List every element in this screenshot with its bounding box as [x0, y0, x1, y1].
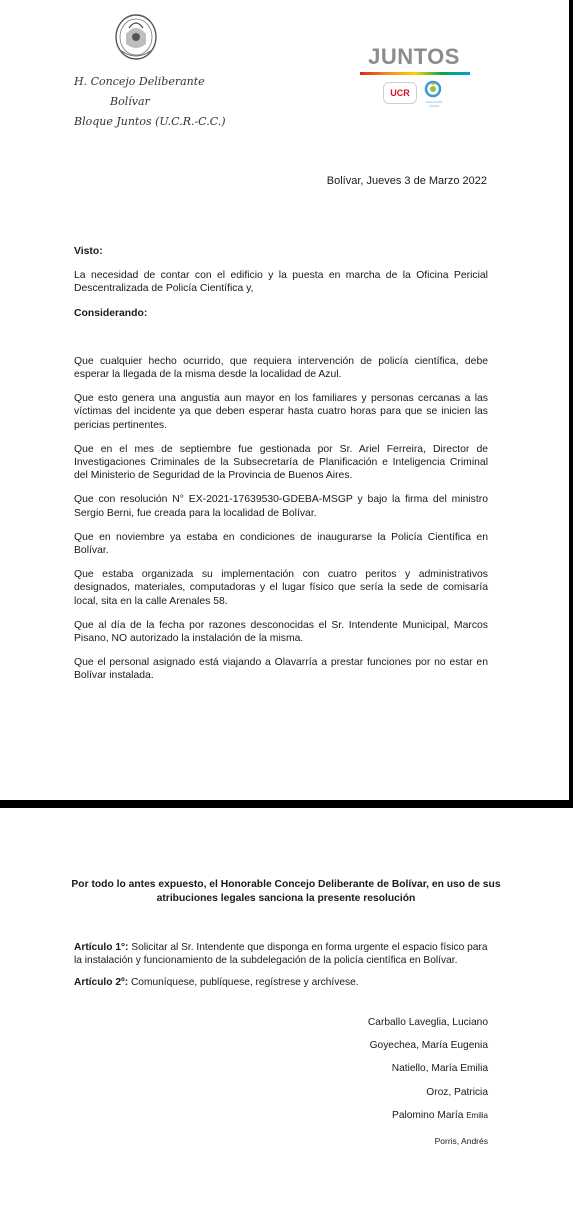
considerando-paragraph: Que al día de la fecha por razones desconocidas el Sr. Intendente Municipal, Marcos Pisano, NO autorizado la instalación de la misma. — [74, 619, 488, 645]
signatory: Porris, Andrés — [434, 1136, 488, 1146]
logo-color-bar — [360, 72, 470, 75]
visto-heading: Visto: — [74, 246, 103, 257]
coalicion-civica-icon — [424, 80, 442, 98]
signatory-name-suffix: Emilia — [466, 1111, 488, 1120]
council-line-3: Bloque Juntos (U.C.R.-C.C.) — [74, 115, 226, 128]
considerando-paragraph: Que estaba organizada su implementación con cuatro peritos y administrativos designados, materiales, computadoras y el lugar físico que sería la sede de comisaría local, sita en la calle Arenales 58. — [74, 569, 488, 607]
considerando-paragraph: Que cualquier hecho ocurrido, que requiera intervención de policía científica, debe esperar la llegada de la misma desde la localidad de Azul. — [74, 355, 488, 381]
signatory: Carballo Laveglia, Luciano — [367, 1017, 488, 1028]
signatory: Natiello, María Emilia — [391, 1063, 488, 1074]
article-2-text: Comuníquese, publíquese, regístrese y archívese. — [128, 977, 359, 989]
signatory — [392, 1110, 488, 1121]
article-2-label: Artículo 2º: — [74, 977, 129, 989]
resolution-preamble: Por todo lo antes expuesto, el Honorable Concejo Deliberante de Bolívar, en uso de sus atribuciones legales sanciona la presente resolución — [71, 879, 501, 904]
council-seal-icon — [112, 12, 160, 62]
resolution-articles — [74, 942, 488, 990]
considerando-paragraph: Que esto genera una angustia aun mayor en los familiares y personas cercanas a las víctimas del incidente ya que deben esperar hasta cuatro horas para que se inicien las pericias pertinentes. — [74, 393, 488, 431]
article-2 — [74, 977, 488, 990]
article-1 — [74, 942, 488, 967]
logo-wordmark: JUNTOS — [368, 44, 460, 69]
ucr-logo-text: UCR — [390, 88, 410, 98]
signatory: Oroz, Patricia — [426, 1087, 488, 1098]
council-line-2: Bolívar — [110, 95, 150, 108]
coalicion-civica-label: COALICIÓN CÍVICA — [425, 100, 443, 108]
signatory-name: Palomino María — [392, 1110, 464, 1121]
document-body — [74, 245, 488, 683]
juntos-logo — [358, 44, 472, 110]
signatory: Goyechea, María Eugenia — [369, 1040, 488, 1051]
document-date: Bolívar, Jueves 3 de Marzo 2022 — [326, 175, 487, 187]
considerando-heading: Considerando: — [74, 307, 148, 319]
council-name — [74, 72, 226, 132]
article-1-label: Artículo 1°: — [74, 942, 129, 953]
considerando-paragraph: Que el personal asignado está viajando a Olavarría a prestar funciones por no estar en Bolívar instalada. — [74, 657, 488, 682]
article-1-text: Solicitar al Sr. Intendente que disponga en forma urgente el espacio físico para la instalación y funcionamiento de la subdelegación de la policía científica en Bolívar. — [74, 942, 488, 966]
considerando-paragraph: Que en el mes de septiembre fue gestionada por Sr. Ariel Ferreira, Director de Investigaciones Criminales de la Subsecretaría de Planificación e Inteligencia Criminal del Ministerio de Seguridad de la Provincia de Buenos Aires. — [74, 443, 488, 482]
visto-text: La necesidad de contar con el edificio y la puesta en marcha de la Oficina Pericial Descentralizada de Policía Científica y, — [74, 270, 488, 295]
document-page-2 — [0, 808, 573, 1216]
council-line-1: H. Concejo Deliberante — [74, 75, 205, 88]
considerando-paragraph: Que con resolución N° EX-2021-17639530-GDEBA-MSGP y bajo la firma del ministro Sergio Berni, fue creada para la localidad de Bolívar. — [74, 494, 488, 519]
considerando-paragraph: Que en noviembre ya estaba en condiciones de inaugurarse la Policía Científica en Bolívar. — [74, 531, 488, 557]
ucr-logo — [383, 82, 417, 104]
